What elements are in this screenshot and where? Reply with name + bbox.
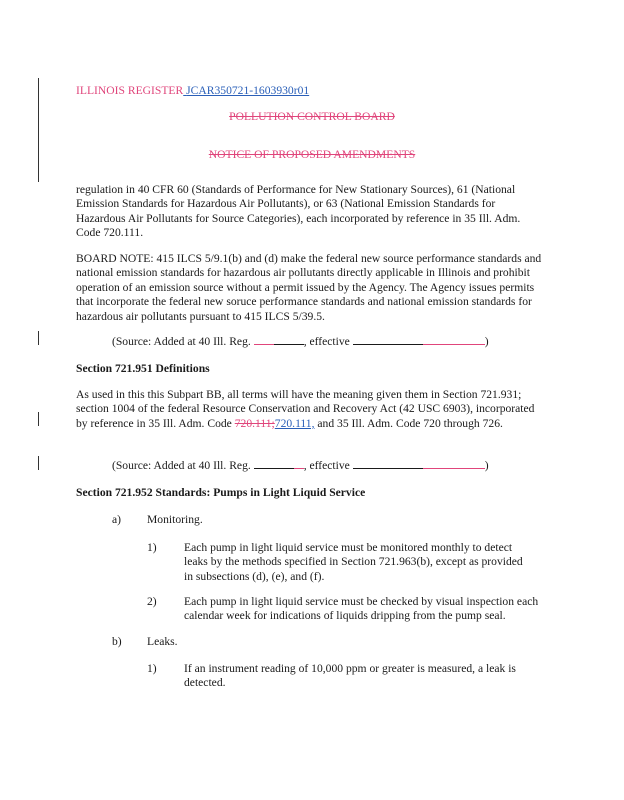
change-bar	[38, 456, 39, 470]
change-bar	[38, 412, 39, 426]
item-text: If an instrument reading of 10,000 ppm or greater is measured, a leak is detected.	[184, 662, 516, 690]
item-text: Each pump in light liquid service must be checked by visual inspection each calendar week for indications of liquids dripping from the pump seal.	[184, 595, 539, 623]
subsection-label: b)	[112, 635, 122, 648]
subsection-label: a)	[112, 513, 122, 526]
document-id: JCAR350721-1603930r01	[186, 84, 310, 97]
item-number: 1)	[147, 541, 157, 554]
register-label: ILLINOIS REGISTER	[76, 84, 184, 97]
change-bar	[38, 78, 39, 182]
item-text: Each pump in light liquid service must be monitored monthly to detect leaks by the methods specified in Section 721.963(b), except as provided in subsections (d), (e), and (f).	[184, 541, 523, 583]
source-line: (Source: Added at 40 Ill. Reg. , effective )	[112, 335, 489, 348]
board-note: BOARD NOTE: 415 ILCS 5/9.1(b) and (d) make the federal new source performance standards and national emission standards for hazardous air pollutants directly applicable in Illinois and prohibit operation of an emission source without a permit issued by the Agency. The Agency issues permits that incorporate the federal new soruce performance standards and national emission standards for hazardous air pollutants pursuant to 415 ILCS 5/39.5.	[76, 252, 542, 323]
item-number: 2)	[147, 595, 157, 608]
item-number: 1)	[147, 662, 157, 675]
change-bar	[38, 331, 39, 345]
intro-paragraph: regulation in 40 CFR 60 (Standards of Performance for New Stationary Sources), 61 (National Emission Standards for Hazardous Air Pollutants), or 63 (National Emission Standards for Hazardous Air Pollutants for Source Categories), each incorporated by reference in 35 Ill. Adm. Code 720.111.	[76, 183, 521, 240]
register-header	[76, 84, 309, 98]
board-title: POLLUTION CONTROL BOARD	[229, 110, 395, 123]
subsection-title: Monitoring.	[147, 513, 203, 526]
section-heading: Section 721.951 Definitions	[76, 362, 210, 375]
section-heading: Section 721.952 Standards: Pumps in Light Liquid Service	[76, 486, 366, 499]
subsection-title: Leaks.	[147, 635, 178, 648]
inserted-reference: 720.111,	[274, 416, 315, 430]
notice-title: NOTICE OF PROPOSED AMENDMENTS	[208, 148, 416, 161]
definitions-paragraph: As used in this this Subpart BB, all terms will have the meaning given them in Section 721.931; section 1004 of the federal Resource Conservation and Recovery Act (42 USC 6903), incorporated by reference in 35 Ill. Adm. Code 720.111;720.111, and 35 Ill. Adm. Code 720 through 726.	[76, 388, 535, 430]
struck-reference: 720.111;	[234, 416, 275, 430]
source-line: (Source: Added at 40 Ill. Reg. , effective )	[112, 459, 489, 472]
